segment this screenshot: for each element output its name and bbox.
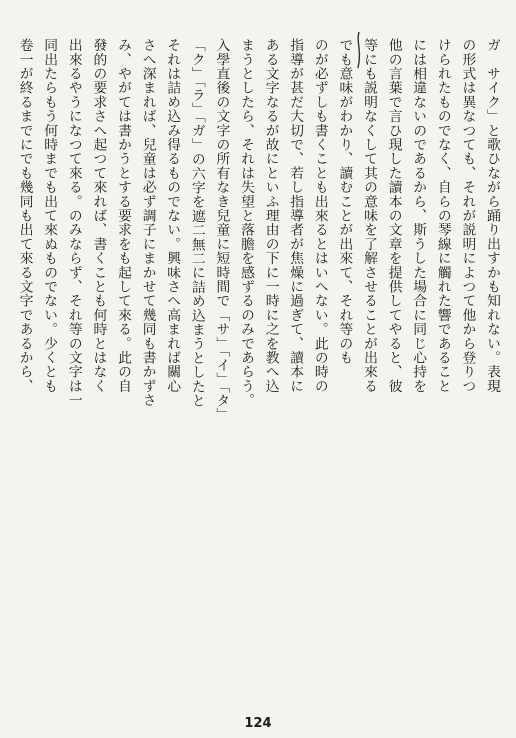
text-column: ある文字なるが故にといふ理由の下に一時に之を教へ込 xyxy=(262,38,279,393)
text-column: 同出たらもう何時までも出て來ぬものでない。少くとも xyxy=(41,38,58,393)
text-column: 他の言葉で言ひ現した讀本の文章を提供してやると、彼 xyxy=(385,38,402,393)
page-number: 124 xyxy=(244,716,272,731)
text-column: 出來るやうになつて來る。のみならず、それ等の文字は一 xyxy=(65,38,82,408)
text-column: でも意味がわかり、讀むことが出來て、それ等のも xyxy=(336,38,353,365)
text-column: それは詰め込み得るものでない。興味さへ高まれば關心 xyxy=(164,38,181,393)
text-column: み、やがては書かうとする要求をも起して來る。此の自 xyxy=(115,38,131,393)
text-column: の形式は異なつても、それが説明によつて他から登りつ xyxy=(459,38,476,393)
text-column: 發的の要求さへ起つて來れば、書くことも何時とはなく xyxy=(90,38,107,393)
text-column: 指導が甚だ大切で、若し指導者が焦燥に過ぎて、讀本に xyxy=(287,38,304,393)
text-column: けられたものでなく、自らの琴線に觸れた響であること xyxy=(434,38,451,393)
text-column: 入學直後の文字の所有なき兒童に短時間で「サ」「イ」「タ」 xyxy=(213,38,230,422)
text-column: 「ク」「ラ」「ガ」の六字を遮二無二に詰め込まうとしたと xyxy=(188,38,205,408)
text-column: 等にも説明なくして其の意味を了解させることが出來る xyxy=(361,38,377,393)
text-column: まうとしたら、それは失望と落膽を感ずるのみであらう。 xyxy=(238,38,254,408)
text-column: さへ深まれば、兒童は必ず調子にまかせて幾同も書かずさ xyxy=(139,38,156,408)
text-column: ガ サイク」と歌ひながら踊り出すかも知れない。表現 xyxy=(484,38,500,393)
text-column: 卷一が終るまでにでも幾同も出て來る文字であるから、 xyxy=(16,38,33,393)
text-column: には相違ないのであるから、斯うした場合に同じ心持を xyxy=(410,38,427,393)
text-column: のが必ずしも書くことも出來るとはいへない。此の時の xyxy=(311,38,328,393)
